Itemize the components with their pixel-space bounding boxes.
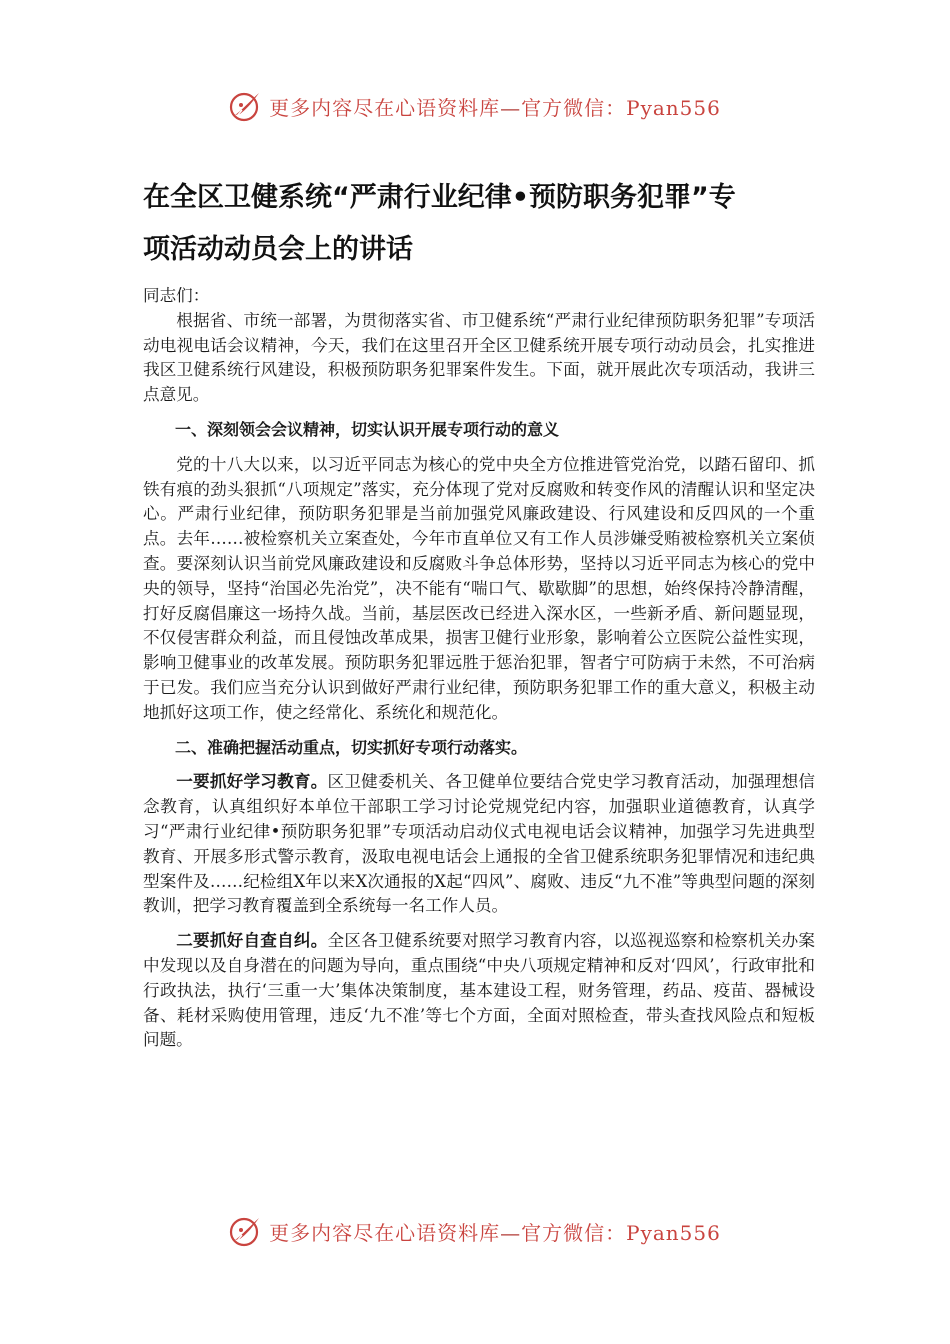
title-line-1: 在全区卫健系统“严肃行业纪律•预防职务犯罪”专 <box>143 182 736 213</box>
item-1-text: 区卫健委机关、各卫健单位要结合党史学习教育活动，加强理想信念教育，认真组织好本单位干部职工学习讨论党规党纪内容，加强职业道德教育，认真学习“严肃行业纪律•预防职务犯罪”专项活动启动仪式电视电话会议精神，加强学习先进典型教育、开展多形式警示教育，汲取电视电话会上通报的全省卫健系统职务犯罪情况和违纪典型案件及……纪检组X年以来X次通报的X起“四风”、腐败、违反“九不准”等典型问题的深刻教训，把学习教育覆盖到全系统每一名工作人员。 <box>143 772 816 916</box>
section-1-paragraph: 党的十八大以来，以习近平同志为核心的党中央全方位推进管党治党，以踏石留印、抓铁有痕的劲头狠抓“八项规定”落实，充分体现了党对反腐败和转变作风的清醒认识和坚定决心。严肃行业纪律，预防职务犯罪是当前加强党风廉政建设、行风建设和反四风的一个重点。去年……被检察机关立案查处，今年市直单位又有工作人员涉嫌受贿被检察机关立案侦查。要深刻认识当前党风廉政建设和反腐败斗争总体形势，坚持以习近平同志为核心的党中央的领导，坚持“治国必先治党”，决不能有“喘口气、歇歇脚”的思想，始终保持冷静清醒，打好反腐倡廉这一场持久战。当前，基层医改已经进入深水区，一些新矛盾、新问题显现，不仅侵害群众利益，而且侵蚀改革成果，损害卫健行业形象，影响着公立医院公益性实现，影响卫健事业的改革发展。预防职务犯罪远胜于惩治犯罪，智者宁可防病于未然，不可治病于已发。我们应当充分认识到做好严肃行业纪律，预防职务犯罪工作的重大意义，积极主动地抓好这项工作，使之经常化、系统化和规范化。 <box>143 454 815 722</box>
section-2-heading: 二、准确把握活动重点，切实抓好专项行动落实。 <box>175 737 528 757</box>
quill-logo-icon <box>229 89 263 123</box>
section-2-item-1 <box>143 770 815 919</box>
document-body <box>143 284 815 1053</box>
item-2-lead: 二要抓好自查自纠。 <box>176 931 328 951</box>
item-1-lead: 一要抓好学习教育。 <box>176 772 328 792</box>
intro-paragraph: 根据省、市统一部署，为贯彻落实省、市卫健系统“严肃行业纪律预防职务犯罪”专项活动电视电话会议精神，今天，我们在这里召开全区卫健系统开展专项行动动员会，扎实推进我区卫健系统行风建设，积极预防职务犯罪案件发生。下面，就开展此次专项活动，我讲三点意见。 <box>143 310 815 405</box>
quill-logo-icon <box>229 1214 263 1248</box>
title-line-2: 项活动动员会上的讲话 <box>143 234 413 265</box>
banner-text: 更多内容尽在心语资料库—官方微信：Pyan556 <box>269 95 721 120</box>
section-1-heading: 一、深刻领会会议精神，切实认识开展专项行动的意义 <box>175 419 560 439</box>
footer-banner <box>0 1209 950 1253</box>
banner-text: 更多内容尽在心语资料库—官方微信：Pyan556 <box>269 1220 721 1245</box>
section-2-item-2 <box>143 929 815 1053</box>
item-2-text: 全区各卫健系统要对照学习教育内容，以巡视巡察和检察机关办案中发现以及自身潜在的问题为导向，重点围绕“中央八项规定精神和反对‘四风’，行政审批和行政执法，执行‘三重一大’集体决策制度，基本建设工程，财务管理，药品、疫苗、器械设备、耗材采购使用管理，违反‘九不准’等七个方面，全面对照检查，带头查找风险点和短板问题。 <box>143 931 816 1050</box>
document-title <box>143 172 823 276</box>
greeting: 同志们： <box>143 286 210 305</box>
header-banner <box>0 84 950 128</box>
